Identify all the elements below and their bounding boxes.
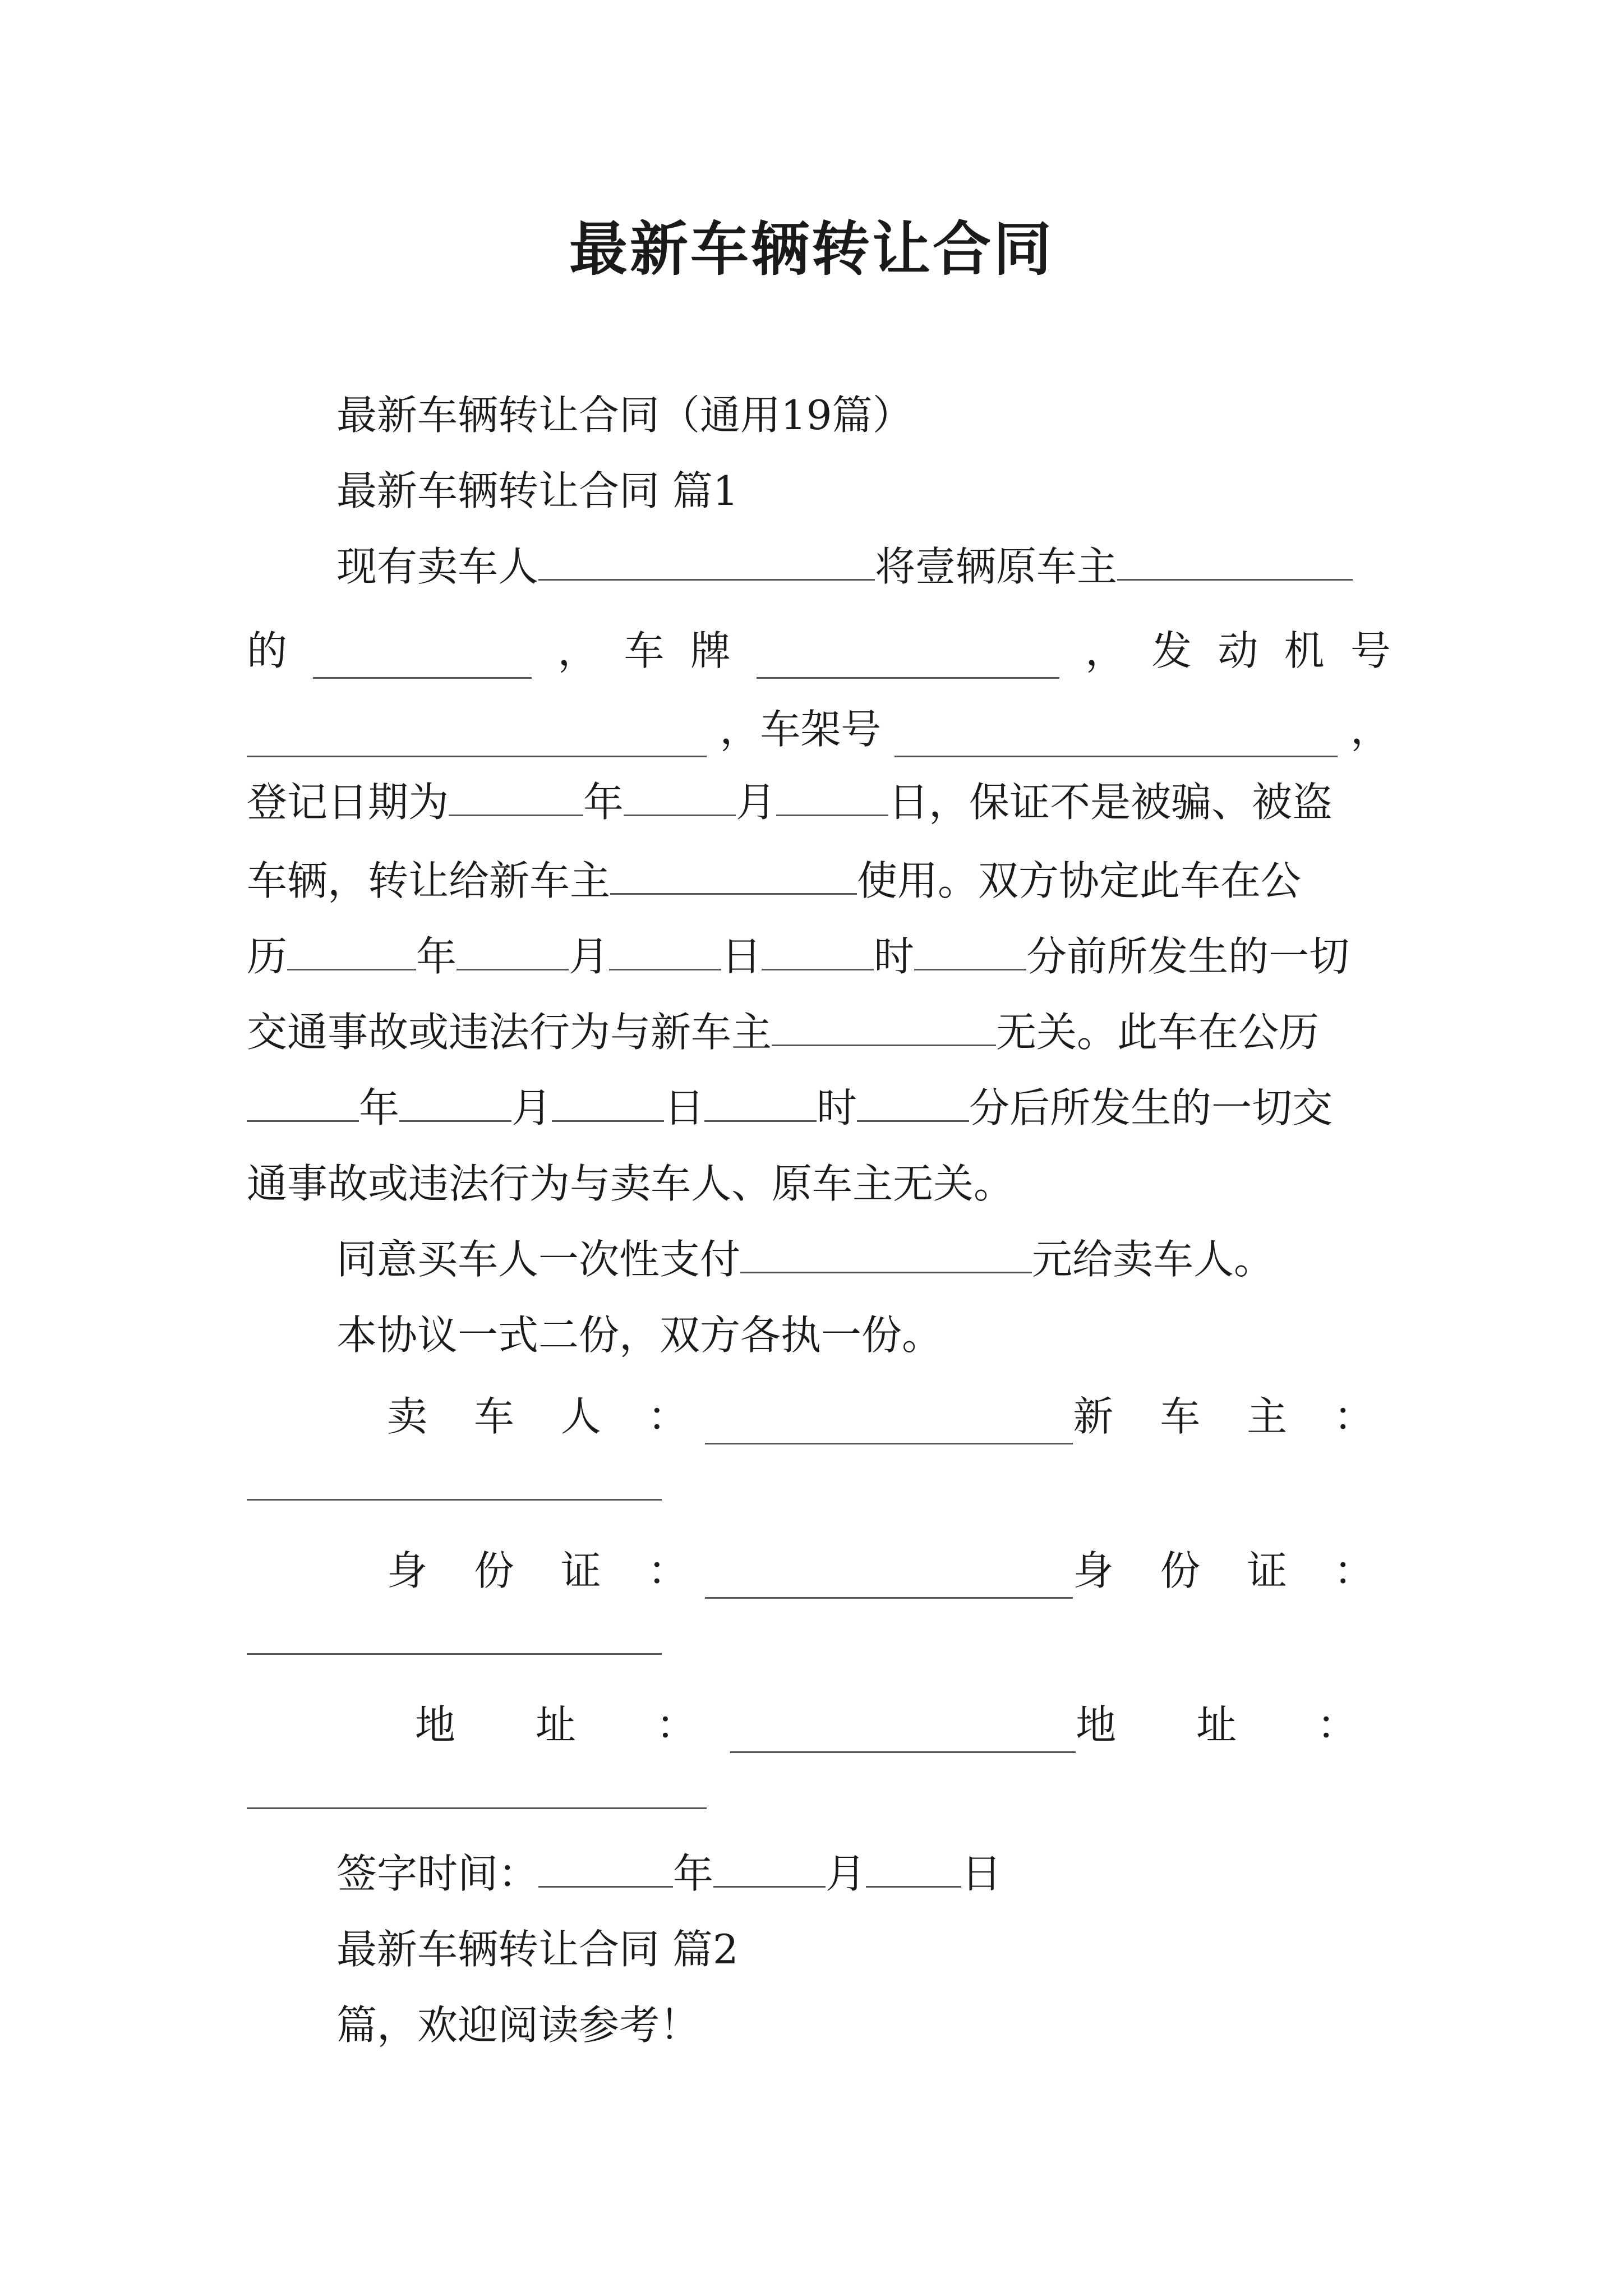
- to-seller-text: 元给卖车人。: [1032, 1236, 1275, 1283]
- month-text: 月: [569, 933, 610, 980]
- unrelated-text: 无关。此车在公历: [996, 1009, 1320, 1056]
- transfer-text: 车辆，转让给新车主: [247, 857, 611, 904]
- body-line-6: [247, 928, 1391, 990]
- frame-number-text: ，车架号: [720, 706, 882, 753]
- register-month-blank[interactable]: [624, 774, 736, 816]
- seller-label: 卖 车 人 ：: [387, 1393, 705, 1440]
- month-text: 月: [826, 1850, 866, 1897]
- buyer-signature-blank[interactable]: [247, 1458, 662, 1501]
- after-minute-blank[interactable]: [857, 1080, 969, 1122]
- text-che: 车: [624, 627, 665, 674]
- text-pai: 牌: [690, 627, 731, 674]
- after-month-blank[interactable]: [399, 1080, 511, 1122]
- text-fa: 发: [1151, 627, 1192, 674]
- buyer-label: 新 车 主 ：: [1073, 1393, 1391, 1440]
- after-text: 分后所发生的一切交: [969, 1084, 1333, 1131]
- closing-text: 篇，欢迎阅读参考！: [336, 2001, 700, 2049]
- after-day-blank[interactable]: [552, 1080, 664, 1122]
- month-text: 月: [511, 1084, 552, 1131]
- body-line-4: [247, 774, 1391, 836]
- signature-row-2: [387, 1537, 1391, 1599]
- sign-time-line: [336, 1846, 1391, 1907]
- hour-text: 时: [874, 933, 915, 980]
- body-line-7: [247, 1004, 1391, 1066]
- buyer-id-label: 身 份 证 ：: [1073, 1547, 1391, 1594]
- register-day-blank[interactable]: [776, 774, 888, 816]
- year-text: 年: [359, 1084, 400, 1131]
- year-text: 年: [416, 933, 457, 980]
- before-text: 分前所发生的一切: [1026, 933, 1350, 980]
- new-owner-blank-2[interactable]: [772, 1004, 996, 1046]
- frame-number-blank[interactable]: [895, 715, 1338, 757]
- register-year-blank[interactable]: [449, 774, 583, 816]
- seller-address-blank[interactable]: [730, 1711, 1076, 1753]
- day-text: 日: [961, 1850, 1002, 1897]
- year-text: 年: [673, 1850, 714, 1897]
- body-line-9: 通事故或违法行为与卖车人、原车主无关。: [247, 1160, 1015, 1207]
- after-hour-blank[interactable]: [704, 1080, 817, 1122]
- body-line-2: [247, 617, 1391, 679]
- before-hour-blank[interactable]: [762, 928, 874, 970]
- body-line-3: [247, 696, 1391, 757]
- seller-address-label: 地 址 ：: [415, 1701, 730, 1749]
- body-line-5: [247, 853, 1391, 914]
- vehicle-type-blank[interactable]: [313, 637, 532, 679]
- body-line-8: [247, 1080, 1391, 1142]
- month-text: 月: [736, 779, 777, 826]
- sign-year-blank[interactable]: [538, 1846, 673, 1888]
- seller-blank[interactable]: [538, 539, 875, 581]
- accident-text: 交通事故或违法行为与新车主: [247, 1009, 772, 1056]
- signature-row-3: [415, 1691, 1391, 1753]
- text-li: 历: [247, 933, 288, 980]
- day-text: 日: [664, 1084, 705, 1131]
- engine-number-blank[interactable]: [247, 715, 707, 757]
- new-owner-blank[interactable]: [610, 853, 857, 895]
- sign-month-blank[interactable]: [713, 1846, 826, 1888]
- subtitle: 最新车辆转让合同（通用19篇）: [336, 392, 913, 439]
- sign-time-label: 签字时间：: [336, 1850, 539, 1897]
- original-owner-blank[interactable]: [1117, 539, 1353, 581]
- seller-signature-blank[interactable]: [705, 1402, 1073, 1444]
- text-de: 的: [247, 627, 288, 674]
- section2-heading: 最新车辆转让合同 篇2: [336, 1926, 739, 1973]
- buyer-id-blank[interactable]: [247, 1613, 662, 1655]
- comma: ，: [1085, 627, 1126, 674]
- use-text: 使用。双方协定此车在公: [857, 857, 1302, 904]
- comma: ，: [557, 627, 598, 674]
- signature-row-3-cont: [247, 1767, 1391, 1829]
- day-text: 日: [721, 933, 762, 980]
- guarantee-text: 日，保证不是被骗、被盗: [888, 779, 1333, 826]
- sign-day-blank[interactable]: [866, 1846, 961, 1888]
- text-hao: 号: [1350, 627, 1391, 674]
- original-owner-text: 将壹辆原车主: [875, 543, 1118, 590]
- register-date-text: 登记日期为: [247, 779, 449, 826]
- text-ji: 机: [1284, 627, 1325, 674]
- after-year-blank[interactable]: [247, 1080, 359, 1122]
- payment-amount-blank[interactable]: [740, 1231, 1032, 1273]
- plate-number-blank[interactable]: [757, 637, 1059, 679]
- signature-row-1-cont: [247, 1458, 1391, 1520]
- body-line-11: 本协议一式二份，双方各执一份。: [336, 1312, 943, 1359]
- seller-id-label: 身 份 证 ：: [387, 1547, 705, 1594]
- body-line-1: [336, 539, 1391, 600]
- before-minute-blank[interactable]: [914, 928, 1026, 970]
- body-line-10: [336, 1231, 1391, 1293]
- buyer-address-blank[interactable]: [247, 1767, 707, 1809]
- signature-row-1: [387, 1383, 1391, 1444]
- page-title: 最新车辆转让合同: [569, 214, 1054, 283]
- seller-text: 现有卖车人: [336, 543, 539, 590]
- section1-heading: 最新车辆转让合同 篇1: [336, 467, 739, 514]
- before-year-blank[interactable]: [287, 928, 416, 970]
- before-month-blank[interactable]: [457, 928, 569, 970]
- comma: ，: [1350, 706, 1391, 753]
- payment-text: 同意买车人一次性支付: [336, 1236, 741, 1283]
- text-dong: 动: [1218, 627, 1258, 674]
- before-day-blank[interactable]: [609, 928, 721, 970]
- hour-text: 时: [817, 1084, 857, 1131]
- seller-id-blank[interactable]: [705, 1557, 1073, 1599]
- signature-row-2-cont: [247, 1613, 1391, 1674]
- buyer-address-label: 地 址 ：: [1076, 1701, 1391, 1749]
- year-text: 年: [583, 779, 624, 826]
